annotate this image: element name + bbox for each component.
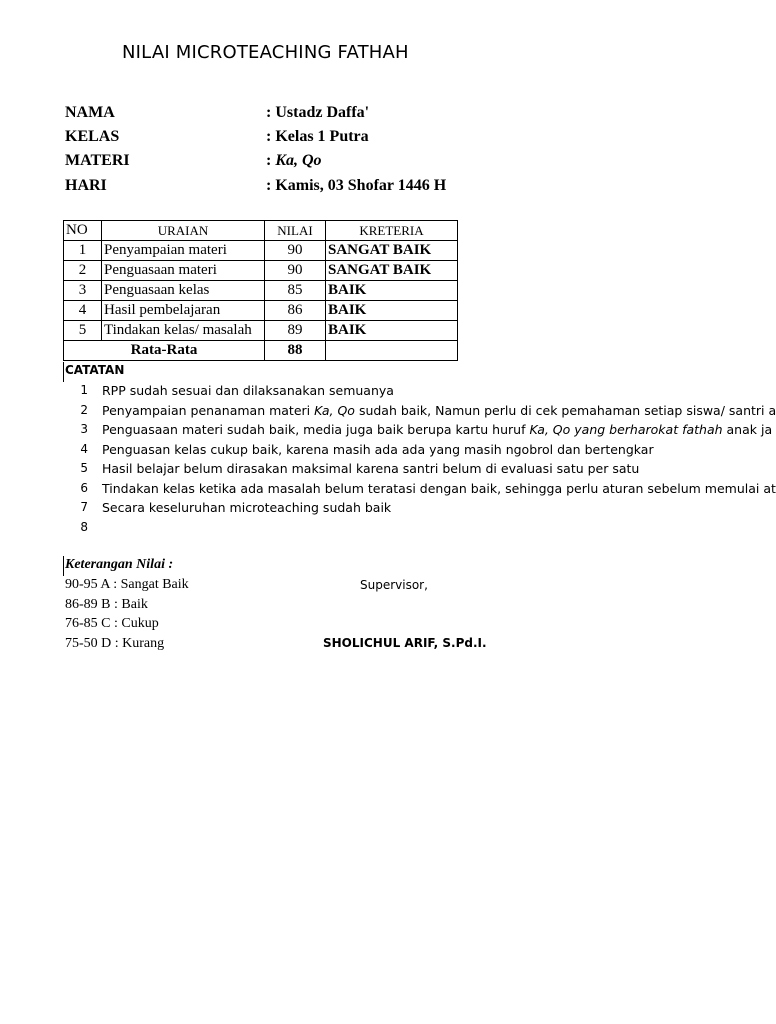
note-number: 5 — [80, 461, 88, 475]
average-value: 88 — [265, 341, 326, 361]
note-number: 1 — [80, 383, 88, 397]
row-kreteria: BAIK — [326, 301, 458, 321]
note-text — [102, 402, 776, 418]
row-no: 5 — [64, 321, 102, 341]
header-uraian: URAIAN — [102, 221, 265, 241]
info-value-text: Ka, Qo — [275, 152, 322, 169]
info-value — [266, 152, 322, 170]
table-row — [64, 321, 458, 341]
note-text-part: RPP sudah sesuai dan dilaksanakan semuanya — [102, 383, 394, 398]
header-no: NO — [64, 221, 102, 241]
row-uraian: Penguasaan materi — [102, 261, 265, 281]
average-row — [64, 341, 458, 361]
row-kreteria: SANGAT BAIK — [326, 261, 458, 281]
cell-cursor — [63, 556, 64, 576]
row-uraian: Penyampaian materi — [102, 241, 265, 261]
row-no: 4 — [64, 301, 102, 321]
table-row — [64, 241, 458, 261]
table-header-row — [64, 221, 458, 241]
note-text-part: Penyampaian penanaman materi — [102, 402, 315, 418]
note-text-part: Secara keseluruhan microteaching sudah baik — [102, 500, 392, 515]
note-text-part: Hasil belajar belum dirasakan maksimal karena santri belum di evaluasi satu per satu — [102, 461, 640, 476]
keterangan-item: 75-50 D : Kurang — [65, 635, 165, 651]
row-uraian: Penguasaan kelas — [102, 281, 265, 301]
note-text — [102, 383, 700, 398]
supervisor-label: Supervisor, — [360, 578, 428, 592]
grades-table — [63, 220, 458, 361]
keterangan-item: 76-85 C : Cukup — [65, 616, 159, 631]
row-kreteria: SANGAT BAIK — [326, 241, 458, 261]
note-text — [102, 442, 700, 457]
note-number: 6 — [80, 480, 88, 495]
table-row — [64, 261, 458, 281]
row-no: 3 — [64, 281, 102, 301]
note-text-part: Ka, Qo yang berharokat fathah — [529, 422, 723, 437]
cell-cursor — [63, 362, 64, 382]
note-text-part: Tindakan kelas ketika ada masalah belum teratasi dengan baik, sehingga perlu aturan sebelum memulai at — [102, 480, 776, 496]
row-kreteria: BAIK — [326, 281, 458, 301]
row-nilai: 90 — [265, 241, 326, 261]
note-text-part: anak ja — [722, 422, 773, 437]
keterangan-title: Keterangan Nilai : — [65, 557, 174, 572]
info-value-prefix: : — [266, 152, 276, 169]
row-uraian: Hasil pembelajaran — [102, 301, 265, 321]
table-row — [64, 281, 458, 301]
keterangan-item: 86-89 B : Baik — [65, 596, 148, 612]
note-number: 2 — [80, 402, 88, 417]
row-no: 2 — [64, 261, 102, 281]
note-number: 8 — [80, 519, 88, 534]
header-kreteria: KRETERIA — [326, 221, 458, 241]
note-text-part: Ka, Qo — [314, 402, 355, 418]
row-nilai: 89 — [265, 321, 326, 341]
average-kreteria-empty — [326, 341, 458, 361]
row-kreteria: BAIK — [326, 321, 458, 341]
row-uraian: Tindakan kelas/ masalah — [102, 321, 265, 341]
catatan-title: CATATAN — [65, 363, 125, 377]
supervisor-name: SHOLICHUL ARIF, S.Pd.I. — [323, 636, 487, 650]
note-text — [102, 500, 700, 515]
note-text-part: sudah baik, Namun perlu di cek pemahaman setiap siswa/ santri a — [354, 402, 776, 418]
note-number: 7 — [80, 500, 88, 514]
row-nilai: 86 — [265, 301, 326, 321]
keterangan-item: 90-95 A : Sangat Baik — [65, 577, 189, 592]
info-value: : Kelas 1 Putra — [266, 128, 369, 145]
average-label: Rata-Rata — [64, 341, 265, 361]
note-text-part: Penguasan kelas cukup baik, karena masih ada ada yang masih ngobrol dan bertengkar — [102, 441, 654, 457]
row-no: 1 — [64, 241, 102, 261]
table-row — [64, 301, 458, 321]
info-value: : Ustadz Daffa' — [266, 104, 370, 121]
info-label: HARI — [65, 177, 107, 194]
header-nilai: NILAI — [265, 221, 326, 241]
info-label: NAMA — [65, 104, 115, 121]
note-text — [102, 480, 776, 496]
page-title: NILAI MICROTEACHING FATHAH — [122, 42, 409, 63]
info-value: : Kamis, 03 Shofar 1446 H — [266, 177, 447, 194]
note-number: 4 — [80, 441, 88, 456]
row-nilai: 85 — [265, 281, 326, 301]
info-label: KELAS — [65, 128, 120, 145]
row-nilai: 90 — [265, 261, 326, 281]
note-text — [102, 461, 700, 476]
note-number: 3 — [80, 422, 88, 436]
note-text-part: Penguasaan materi sudah baik, media juga baik berupa kartu huruf — [102, 422, 530, 437]
note-text — [102, 422, 773, 437]
info-label: MATERI — [65, 152, 130, 169]
